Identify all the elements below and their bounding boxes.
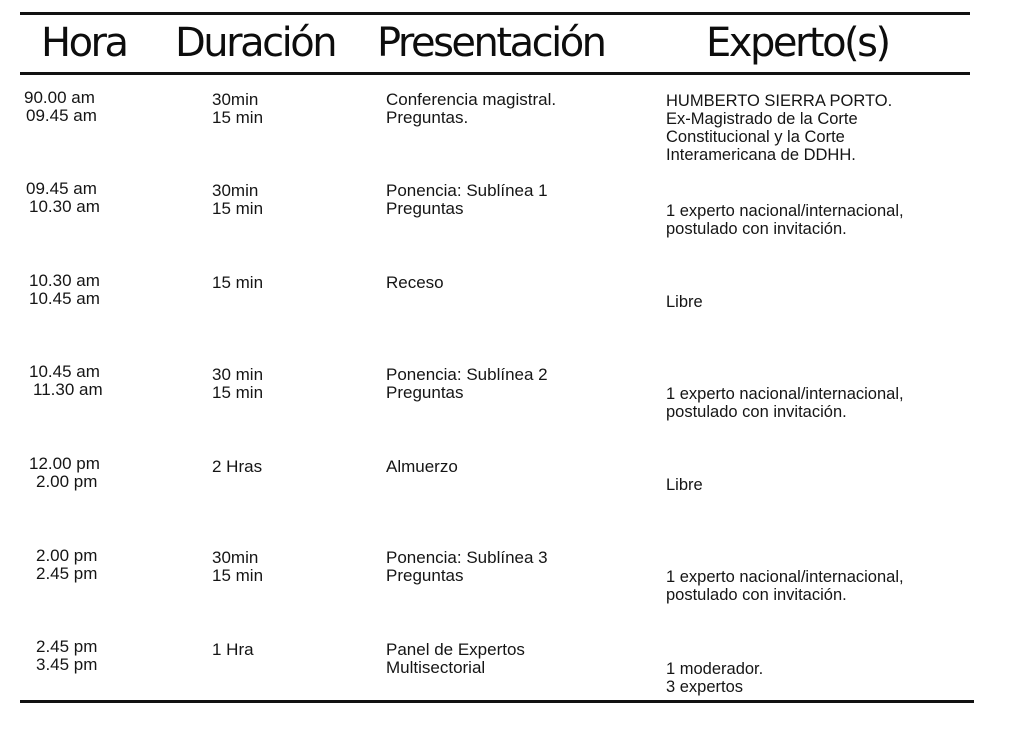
duracion-cell: 30min <box>212 548 259 567</box>
top-rule <box>20 12 970 15</box>
duracion-cell: 15 min <box>212 108 264 127</box>
hora-cell: 11.30 am <box>33 380 103 399</box>
hora-cell: 2.00 pm <box>36 472 98 491</box>
duracion-cell: 15 min <box>212 566 264 585</box>
experto-cell: 1 experto nacional/internacional, <box>666 385 904 403</box>
experto-cell: 1 moderador. <box>666 660 764 678</box>
header-rule <box>20 72 970 75</box>
experto-cell: HUMBERTO SIERRA PORTO. <box>666 92 893 110</box>
experto-cell: Interamericana de DDHH. <box>666 146 856 164</box>
hora-cell: 10.45 am <box>29 362 100 381</box>
presentacion-cell: Preguntas <box>386 566 464 585</box>
header-expertos: Experto(s) <box>706 20 889 66</box>
duracion-cell: 1 Hra <box>212 640 254 659</box>
presentacion-cell: Ponencia: Sublínea 3 <box>386 548 548 567</box>
hora-cell: 10.30 am <box>29 271 100 290</box>
duracion-cell: 15 min <box>212 199 264 218</box>
duracion-cell: 30min <box>212 90 259 109</box>
presentacion-cell: Conferencia magistral. <box>386 90 557 109</box>
presentacion-cell: Receso <box>386 273 444 292</box>
hora-cell: 2.00 pm <box>36 546 98 565</box>
presentacion-cell: Ponencia: Sublínea 2 <box>386 365 548 384</box>
duracion-cell: 15 min <box>212 383 264 402</box>
presentacion-cell: Panel de Expertos <box>386 640 525 659</box>
experto-cell: postulado con invitación. <box>666 403 847 421</box>
bottom-rule <box>20 700 974 703</box>
header-presentacion: Presentación <box>377 20 605 66</box>
experto-cell: 1 experto nacional/internacional, <box>666 568 904 586</box>
presentacion-cell: Preguntas <box>386 383 464 402</box>
duracion-cell: 30 min <box>212 365 264 384</box>
presentacion-cell: Preguntas <box>386 199 464 218</box>
experto-cell: Libre <box>666 293 703 311</box>
duracion-cell: 30min <box>212 181 259 200</box>
hora-cell: 12.00 pm <box>29 454 100 473</box>
presentacion-cell: Multisectorial <box>386 658 486 677</box>
experto-cell: 3 expertos <box>666 678 744 696</box>
hora-cell: 09.45 am <box>26 179 97 198</box>
duracion-cell: 2 Hras <box>212 457 263 476</box>
hora-cell: 2.45 pm <box>36 637 98 656</box>
duracion-cell: 15 min <box>212 273 264 292</box>
experto-cell: Ex-Magistrado de la Corte <box>666 110 858 128</box>
hora-cell: 3.45 pm <box>36 655 98 674</box>
presentacion-cell: Preguntas. <box>386 108 469 127</box>
header-hora: Hora <box>41 20 127 66</box>
presentacion-cell: Ponencia: Sublínea 1 <box>386 181 548 200</box>
hora-cell: 10.30 am <box>29 197 100 216</box>
header-duracion: Duración <box>175 20 336 66</box>
experto-cell: Constitucional y la Corte <box>666 128 845 146</box>
experto-cell: 1 experto nacional/internacional, <box>666 202 904 220</box>
experto-cell: postulado con invitación. <box>666 220 847 238</box>
experto-cell: Libre <box>666 476 703 494</box>
hora-cell: 90.00 am <box>24 88 95 107</box>
hora-cell: 09.45 am <box>26 106 97 125</box>
experto-cell: postulado con invitación. <box>666 586 847 604</box>
hora-cell: 2.45 pm <box>36 564 98 583</box>
presentacion-cell: Almuerzo <box>386 457 458 476</box>
hora-cell: 10.45 am <box>29 289 100 308</box>
